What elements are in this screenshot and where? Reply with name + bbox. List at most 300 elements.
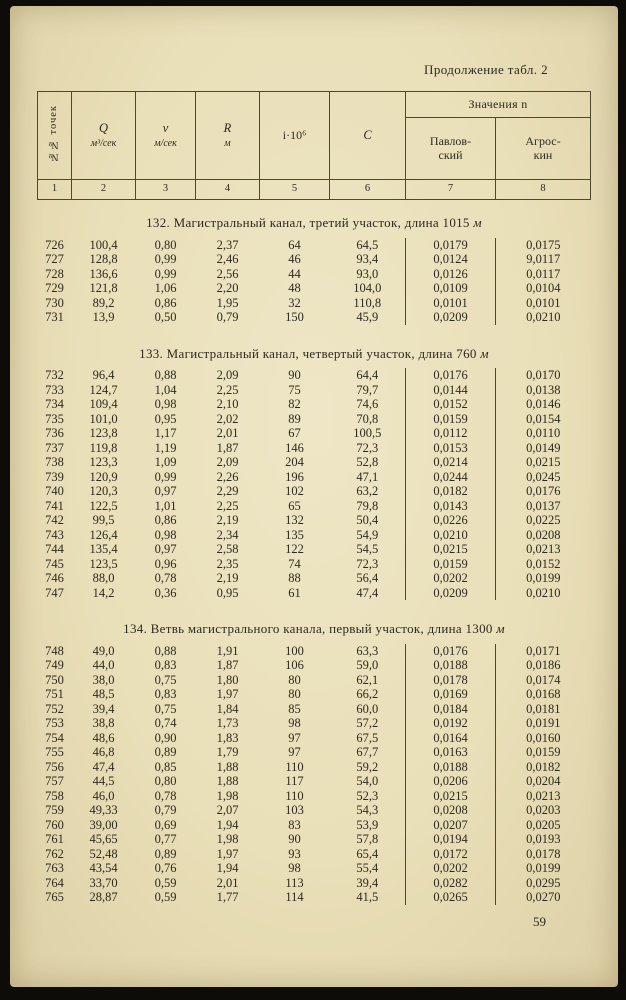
cell-col7: 0,0192 [406, 716, 496, 731]
cell-col8: 0,0213 [496, 542, 591, 557]
table-row [38, 499, 591, 514]
cell-col7: 0,0265 [406, 890, 496, 905]
cell-col7: 0,0126 [406, 267, 496, 282]
cell-col5: 90 [288, 832, 301, 847]
table-row [38, 644, 591, 659]
cell-col3: 1,19 [154, 440, 177, 455]
cell-col4: 1,87 [216, 658, 239, 673]
cell-col3: 0,83 [154, 658, 177, 673]
cell-col3: 1,01 [154, 498, 177, 513]
section-title-text: 134. Ветвь магистрального канала, первый участок, длина 1300 [123, 621, 497, 637]
header-slope-label: i·10⁶ [282, 127, 307, 142]
cell-col2: 46,8 [92, 745, 115, 760]
cell-col8: 0,0186 [496, 658, 591, 673]
table-row [38, 702, 591, 717]
table-row [38, 368, 591, 383]
cell-col5: 48 [288, 281, 301, 296]
cell-col2: 14,2 [92, 585, 115, 600]
cell-col5: 64 [288, 237, 301, 252]
cell-col7: 0,0159 [406, 412, 496, 427]
cell-col7: 0,0206 [406, 774, 496, 789]
cell-col5: 89 [288, 411, 301, 426]
table-header [38, 92, 591, 200]
cell-col8: 0,0203 [496, 803, 591, 818]
cell-col7: 0,0184 [406, 702, 496, 717]
cell-col8: 0,0171 [496, 644, 591, 659]
cell-col7: 0,0182 [406, 484, 496, 499]
table-row [38, 731, 591, 746]
cell-col8: 0,0101 [496, 296, 591, 311]
cell-col7: 0,0215 [406, 542, 496, 557]
cell-col1: 740 [45, 484, 64, 499]
cell-col1: 739 [45, 469, 64, 484]
cell-col5: 85 [288, 701, 301, 716]
cell-col6: 50,4 [356, 513, 379, 528]
cell-col6: 104,0 [353, 281, 382, 296]
cell-col3: 0,89 [154, 745, 177, 760]
cell-col6: 54,0 [356, 774, 379, 789]
cell-col7: 0,0226 [406, 513, 496, 528]
table-row [38, 687, 591, 702]
cell-col2: 120,9 [89, 469, 118, 484]
cell-col8: 0,0215 [496, 455, 591, 470]
cell-col8: 0,0138 [496, 383, 591, 398]
cell-col8: 0,0117 [496, 267, 591, 282]
cell-col8: 0,0149 [496, 441, 591, 456]
cell-col6: 79,8 [356, 498, 379, 513]
cell-col8: 0,0295 [496, 876, 591, 891]
cell-col6: 39,4 [356, 875, 379, 890]
cell-col8: 0,0182 [496, 760, 591, 775]
cell-col7: 0,0101 [406, 296, 496, 311]
header-chezy [330, 92, 406, 180]
cell-col5: 98 [288, 861, 301, 876]
cell-col8: 0,0213 [496, 789, 591, 804]
cell-col6: 55,4 [356, 861, 379, 876]
cell-col8: 0,0210 [496, 586, 591, 601]
cell-col8: 0,0176 [496, 484, 591, 499]
cell-col5: 146 [285, 440, 304, 455]
column-number: 1 [38, 180, 72, 200]
header-discharge-unit: м³/сек [90, 138, 117, 150]
cell-col3: 0,83 [154, 687, 177, 702]
header-discharge-symbol: Q [98, 121, 109, 136]
cell-col3: 0,89 [154, 846, 177, 861]
section-title-unit: м [473, 215, 482, 230]
header-velocity-symbol: v [162, 121, 169, 136]
cell-col8: 0,0205 [496, 818, 591, 833]
column-number: 8 [496, 180, 591, 200]
cell-col3: 0,36 [154, 585, 177, 600]
cell-col4: 1,84 [216, 701, 239, 716]
cell-col2: 28,87 [89, 890, 118, 905]
header-pavlovsky [406, 118, 496, 180]
cell-col8: 0,0137 [496, 499, 591, 514]
cell-col7: 0,0178 [406, 673, 496, 688]
section-title-unit: м [480, 345, 489, 361]
section-title [38, 200, 591, 238]
cell-col3: 0,98 [154, 397, 177, 412]
cell-col5: 80 [288, 687, 301, 702]
cell-col1: 743 [45, 527, 64, 542]
header-radius-unit: м [224, 138, 231, 150]
header-chezy-label: С [363, 128, 372, 143]
cell-col3: 0,78 [154, 788, 177, 803]
cell-col3: 1,09 [154, 455, 177, 470]
table-row [38, 455, 591, 470]
cell-col1: 762 [45, 846, 64, 861]
cell-col1: 758 [45, 788, 64, 803]
cell-col3: 0,88 [154, 643, 177, 658]
cell-col2: 135,4 [89, 542, 118, 557]
cell-col2: 52,48 [89, 846, 118, 861]
cell-col5: 103 [285, 803, 304, 818]
cell-col2: 89,2 [92, 295, 115, 310]
cell-col1: 764 [45, 875, 64, 890]
table-row [38, 484, 591, 499]
cell-col7: 0,0202 [406, 571, 496, 586]
cell-col6: 67,7 [356, 745, 379, 760]
cell-col4: 2,29 [216, 484, 239, 499]
cell-col5: 32 [288, 295, 301, 310]
cell-col6: 47,4 [356, 585, 379, 600]
cell-col2: 13,9 [92, 310, 115, 325]
cell-col4: 2,26 [216, 469, 239, 484]
column-number: 2 [72, 180, 136, 200]
cell-col7: 0,0159 [406, 557, 496, 572]
cell-col5: 110 [285, 788, 304, 803]
cell-col6: 66,2 [356, 687, 379, 702]
cell-col5: 150 [285, 310, 304, 325]
cell-col4: 2,37 [216, 237, 239, 252]
cell-col8: 0,0168 [496, 687, 591, 702]
cell-col1: 748 [45, 643, 64, 658]
page-number: 59 [533, 914, 546, 929]
cell-col1: 726 [45, 237, 64, 252]
cell-col1: 757 [45, 774, 64, 789]
cell-col4: 1,79 [216, 745, 239, 760]
table-row [38, 542, 591, 557]
cell-col2: 124,7 [89, 382, 118, 397]
cell-col5: 97 [288, 730, 301, 745]
cell-col2: 44,5 [92, 774, 115, 789]
page-content [10, 6, 618, 987]
cell-col4: 2,46 [216, 252, 239, 267]
cell-col8: 0,0199 [496, 571, 591, 586]
cell-col7: 0,0244 [406, 470, 496, 485]
header-radius-symbol: R [223, 121, 232, 136]
cell-col7: 0,0144 [406, 383, 496, 398]
cell-col7: 0,0188 [406, 658, 496, 673]
header-velocity [136, 92, 196, 180]
cell-col7: 0,0282 [406, 876, 496, 891]
cell-col6: 62,1 [356, 672, 379, 687]
cell-col3: 0,99 [154, 252, 177, 267]
cell-col6: 65,4 [356, 846, 379, 861]
cell-col1: 735 [45, 411, 64, 426]
header-pavlovsky-line1: Павлов- [429, 133, 472, 148]
cell-col8: 0,0110 [496, 426, 591, 441]
cell-col3: 0,77 [154, 832, 177, 847]
cell-col5: 114 [285, 890, 304, 905]
cell-col6: 72,3 [356, 440, 379, 455]
cell-col3: 0,88 [154, 368, 177, 383]
cell-col6: 79,7 [356, 382, 379, 397]
cell-col4: 1,88 [216, 774, 239, 789]
cell-col6: 64,4 [356, 368, 379, 383]
cell-col1: 749 [45, 658, 64, 673]
cell-col4: 2,20 [216, 281, 239, 296]
cell-col4: 1,98 [216, 788, 239, 803]
header-agroskin [496, 118, 591, 180]
cell-col4: 1,77 [216, 890, 239, 905]
section-title [38, 325, 591, 369]
cell-col8: 0,0178 [496, 847, 591, 862]
cell-col7: 0,0172 [406, 847, 496, 862]
cell-col4: 1,98 [216, 832, 239, 847]
cell-col6: 110,8 [353, 295, 382, 310]
cell-col1: 763 [45, 861, 64, 876]
cell-col6: 45,9 [356, 310, 379, 325]
section-title-row [38, 325, 591, 369]
cell-col2: 49,33 [89, 803, 118, 818]
cell-col1: 759 [45, 803, 64, 818]
cell-col7: 0,0169 [406, 687, 496, 702]
cell-col8: 0,0245 [496, 470, 591, 485]
cell-col7: 0,0214 [406, 455, 496, 470]
cell-col5: 75 [288, 382, 301, 397]
table-row [38, 832, 591, 847]
cell-col2: 39,4 [92, 701, 115, 716]
cell-col4: 2,34 [216, 527, 239, 542]
table-row [38, 397, 591, 412]
cell-col3: 0,85 [154, 759, 177, 774]
cell-col4: 2,58 [216, 542, 239, 557]
cell-col8: 0,0270 [496, 890, 591, 905]
cell-col8: 0,0170 [496, 368, 591, 383]
cell-col5: 80 [288, 672, 301, 687]
cell-col2: 121,8 [89, 281, 118, 296]
cell-col5: 88 [288, 571, 301, 586]
cell-col5: 110 [285, 759, 304, 774]
cell-col7: 0,0109 [406, 281, 496, 296]
cell-col7: 0,0143 [406, 499, 496, 514]
table-row [38, 673, 591, 688]
cell-col2: 99,5 [92, 513, 115, 528]
cell-col2: 44,0 [92, 658, 115, 673]
cell-col7: 0,0202 [406, 861, 496, 876]
cell-col4: 1,95 [216, 295, 239, 310]
header-row-main [38, 92, 591, 118]
cell-col6: 52,8 [356, 455, 379, 470]
cell-col1: 755 [45, 745, 64, 760]
continuation-label: Продолжение табл. 2 [424, 62, 548, 77]
cell-col6: 54,3 [356, 803, 379, 818]
cell-col6: 54,9 [356, 527, 379, 542]
cell-col3: 0,78 [154, 571, 177, 586]
column-number: 7 [406, 180, 496, 200]
table-row [38, 426, 591, 441]
cell-col2: 47,4 [92, 759, 115, 774]
section-title-unit: м [496, 621, 505, 637]
section-title-text: 133. Магистральный канал, четвертый участок, длина 760 [139, 345, 481, 361]
cell-col2: 123,3 [89, 455, 118, 470]
cell-col5: 196 [285, 469, 304, 484]
cell-col3: 0,59 [154, 890, 177, 905]
cell-col8: 0,0104 [496, 281, 591, 296]
cell-col7: 0,0153 [406, 441, 496, 456]
cell-col1: 736 [45, 426, 64, 441]
cell-col7: 0,0209 [406, 586, 496, 601]
cell-col7: 0,0194 [406, 832, 496, 847]
table-row [38, 847, 591, 862]
cell-col6: 59,0 [356, 658, 379, 673]
cell-col1: 751 [45, 687, 64, 702]
cell-col5: 100 [285, 643, 304, 658]
cell-col6: 64,5 [356, 237, 379, 252]
cell-col8: 0,0225 [496, 513, 591, 528]
cell-col8: 0,0159 [496, 745, 591, 760]
cell-col5: 65 [288, 498, 301, 513]
cell-col3: 0,97 [154, 484, 177, 499]
table-row [38, 528, 591, 543]
cell-col4: 2,19 [216, 513, 239, 528]
cell-col1: 741 [45, 498, 64, 513]
cell-col6: 63,2 [356, 484, 379, 499]
section-title [38, 600, 591, 644]
cell-col8: 0,0152 [496, 557, 591, 572]
column-number: 5 [260, 180, 330, 200]
cell-col4: 1,94 [216, 817, 239, 832]
cell-col1: 734 [45, 397, 64, 412]
cell-col4: 2,01 [216, 426, 239, 441]
cell-col2: 109,4 [89, 397, 118, 412]
book-page [10, 6, 618, 987]
cell-col4: 0,79 [216, 310, 239, 325]
cell-col7: 0,0208 [406, 803, 496, 818]
cell-col4: 2,10 [216, 397, 239, 412]
cell-col8: 0,0210 [496, 310, 591, 325]
cell-col4: 2,07 [216, 803, 239, 818]
header-point-numbers [38, 92, 72, 180]
table-row [38, 716, 591, 731]
data-table [37, 91, 591, 905]
table-row [38, 876, 591, 891]
cell-col2: 136,6 [89, 266, 118, 281]
cell-col2: 33,70 [89, 875, 118, 890]
cell-col8: 0,0208 [496, 528, 591, 543]
cell-col5: 106 [285, 658, 304, 673]
table-row [38, 658, 591, 673]
header-agroskin-line1: Агрос- [525, 133, 561, 148]
cell-col5: 135 [285, 527, 304, 542]
cell-col2: 45,65 [89, 832, 118, 847]
cell-col6: 63,3 [356, 643, 379, 658]
cell-col2: 120,3 [89, 484, 118, 499]
cell-col1: 754 [45, 730, 64, 745]
table-row [38, 803, 591, 818]
cell-col5: 46 [288, 252, 301, 267]
section-title-row [38, 200, 591, 238]
cell-col3: 0,76 [154, 861, 177, 876]
cell-col7: 0,0176 [406, 368, 496, 383]
cell-col5: 83 [288, 817, 301, 832]
cell-col3: 0,86 [154, 513, 177, 528]
cell-col2: 123,8 [89, 426, 118, 441]
cell-col4: 2,09 [216, 368, 239, 383]
cell-col5: 97 [288, 745, 301, 760]
cell-col8: 0,0146 [496, 397, 591, 412]
cell-col1: 750 [45, 672, 64, 687]
cell-col2: 38,0 [92, 672, 115, 687]
cell-col4: 2,25 [216, 498, 239, 513]
cell-col2: 119,8 [89, 440, 118, 455]
cell-col5: 102 [285, 484, 304, 499]
table-row [38, 745, 591, 760]
cell-col6: 72,3 [356, 556, 379, 571]
cell-col3: 1,04 [154, 382, 177, 397]
column-number: 6 [330, 180, 406, 200]
table-row [38, 441, 591, 456]
cell-col1: 745 [45, 556, 64, 571]
cell-col4: 2,35 [216, 556, 239, 571]
column-number: 4 [196, 180, 260, 200]
cell-col1: 753 [45, 716, 64, 731]
header-row-column-numbers [38, 180, 591, 200]
table-row [38, 774, 591, 789]
table-row [38, 760, 591, 775]
table-body [38, 200, 591, 905]
table-row [38, 310, 591, 325]
cell-col8: 0,0191 [496, 716, 591, 731]
cell-col2: 128,8 [89, 252, 118, 267]
cell-col2: 43,54 [89, 861, 118, 876]
cell-col3: 0,74 [154, 716, 177, 731]
cell-col2: 100,4 [89, 237, 118, 252]
cell-col6: 52,3 [356, 788, 379, 803]
cell-col1: 731 [45, 310, 64, 325]
cell-col3: 0,75 [154, 701, 177, 716]
cell-col3: 1,17 [154, 426, 177, 441]
cell-col1: 744 [45, 542, 64, 557]
cell-col7: 0,0164 [406, 731, 496, 746]
cell-col6: 70,8 [356, 411, 379, 426]
cell-col4: 1,97 [216, 687, 239, 702]
cell-col2: 39,00 [89, 817, 118, 832]
cell-col5: 67 [288, 426, 301, 441]
cell-col4: 1,91 [216, 643, 239, 658]
cell-col3: 1,06 [154, 281, 177, 296]
cell-col1: 728 [45, 266, 64, 281]
cell-col6: 74,6 [356, 397, 379, 412]
cell-col6: 57,8 [356, 832, 379, 847]
cell-col5: 44 [288, 266, 301, 281]
cell-col6: 47,1 [356, 469, 379, 484]
cell-col4: 1,80 [216, 672, 239, 687]
cell-col6: 67,5 [356, 730, 379, 745]
cell-col3: 0,79 [154, 803, 177, 818]
cell-col1: 756 [45, 759, 64, 774]
cell-col3: 0,86 [154, 295, 177, 310]
section-title-row [38, 600, 591, 644]
cell-col3: 0,96 [154, 556, 177, 571]
cell-col3: 0,98 [154, 527, 177, 542]
cell-col6: 41,5 [356, 890, 379, 905]
cell-col4: 1,83 [216, 730, 239, 745]
cell-col5: 90 [288, 368, 301, 383]
cell-col7: 0,0176 [406, 644, 496, 659]
cell-col5: 117 [285, 774, 304, 789]
